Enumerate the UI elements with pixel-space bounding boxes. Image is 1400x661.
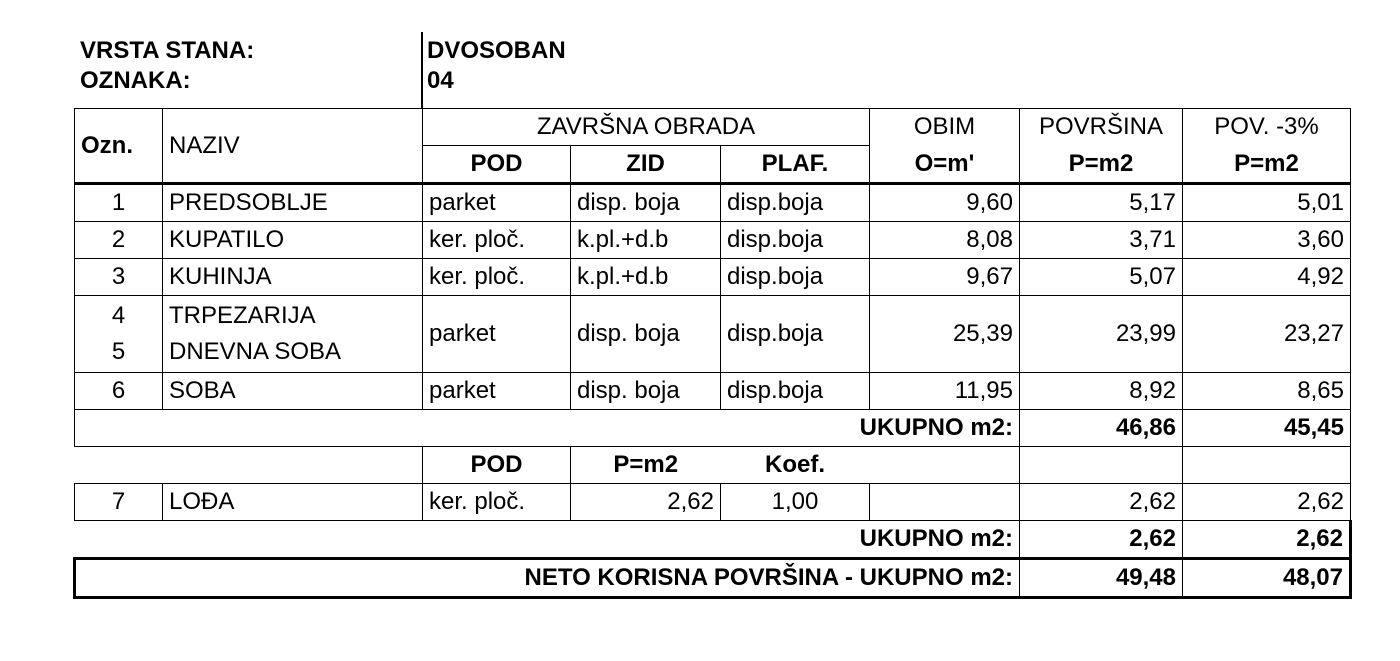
loggia-povrsina: 2,62 [1020, 484, 1183, 521]
room-povrsina: 8,92 [1020, 373, 1183, 410]
room-ozn: 6 [75, 373, 163, 410]
room-obim: 11,95 [870, 373, 1020, 410]
room-pod: parket [423, 373, 571, 410]
room-ozn: 2 [75, 222, 163, 259]
loggia-header-row [75, 447, 1351, 484]
table-row [75, 373, 1351, 410]
room-pod: ker. ploč. [423, 222, 571, 259]
room-ozn: 1 [75, 184, 163, 222]
loggia-col-pod: POD [423, 447, 571, 484]
room-naziv: PREDSOBLJE [163, 184, 423, 222]
room-obim: 9,60 [870, 184, 1020, 222]
col-obim-unit: O=m' [870, 146, 1020, 184]
table-row [75, 259, 1351, 296]
apartment-code-label: OZNAKA: [80, 67, 191, 94]
room-naziv: KUHINJA [163, 259, 423, 296]
room-zid: k.pl.+d.b [571, 259, 721, 296]
room-area-table [73, 108, 1352, 599]
col-plaf: PLAF. [721, 146, 870, 184]
apartment-type-value: DVOSOBAN [427, 37, 566, 64]
table-row [75, 484, 1351, 521]
total-povrsina: 2,62 [1020, 521, 1183, 559]
neto-label: NETO KORISNA POVRŠINA - UKUPNO m2: [75, 559, 1020, 598]
room-pov3: 5,01 [1183, 184, 1351, 222]
room-naziv: SOBA [163, 373, 423, 410]
room-obim: 25,39 [870, 296, 1020, 373]
room-ozn-first: 4 [111, 302, 126, 329]
room-zid: disp. boja [571, 373, 721, 410]
loggia-col-p: P=m2 [613, 451, 679, 478]
col-naziv: NAZIV [163, 109, 423, 184]
room-naziv: KUPATILO [163, 222, 423, 259]
header-labels [80, 36, 254, 96]
col-pod: POD [423, 146, 571, 184]
room-plaf: disp.boja [721, 259, 870, 296]
room-pov3: 3,60 [1183, 222, 1351, 259]
apartment-type-label: VRSTA STANA: [80, 37, 255, 64]
table-header-row [75, 109, 1351, 146]
room-zid: disp. boja [571, 296, 721, 373]
col-ozn: Ozn. [75, 109, 163, 184]
loggia-p: 2,62 [571, 484, 721, 521]
room-povrsina: 5,07 [1020, 259, 1183, 296]
room-naziv [163, 296, 423, 373]
total-pov3: 2,62 [1183, 521, 1351, 559]
room-povrsina: 5,17 [1020, 184, 1183, 222]
header-divider [421, 32, 423, 108]
loggia-naziv: LOĐA [163, 484, 423, 521]
room-zid: k.pl.+d.b [571, 222, 721, 259]
apartment-code-value: 04 [427, 67, 454, 94]
loggia-koef: 1,00 [721, 484, 870, 521]
room-pov3: 4,92 [1183, 259, 1351, 296]
room-naziv-second: DNEVNA SOBA [169, 338, 342, 365]
room-plaf: disp.boja [721, 184, 870, 222]
neto-total-row [75, 559, 1351, 598]
room-pov3: 8,65 [1183, 373, 1351, 410]
loggia-col-koef: Koef. [765, 451, 825, 478]
room-pod: parket [423, 296, 571, 373]
room-pov3: 23,27 [1183, 296, 1351, 373]
room-obim: 8,08 [870, 222, 1020, 259]
table-row [75, 184, 1351, 222]
header-values [427, 36, 566, 96]
room-plaf: disp.boja [721, 296, 870, 373]
col-pov3-unit: P=m2 [1183, 146, 1351, 184]
room-obim: 9,67 [870, 259, 1020, 296]
loggia-pod: ker. ploč. [423, 484, 571, 521]
col-pov3: POV. -3% [1183, 109, 1351, 146]
col-povrsina-unit: P=m2 [1020, 146, 1183, 184]
col-povrsina: POVRŠINA [1020, 109, 1183, 146]
neto-povrsina: 49,48 [1020, 559, 1183, 598]
loggia-pov3: 2,62 [1183, 484, 1351, 521]
table-row [75, 222, 1351, 259]
room-pod: parket [423, 184, 571, 222]
col-obim: OBIM [870, 109, 1020, 146]
room-ozn-second: 5 [111, 338, 126, 365]
room-plaf: disp.boja [721, 222, 870, 259]
total-row [75, 410, 1351, 447]
room-zid: disp. boja [571, 184, 721, 222]
room-pod: ker. ploč. [423, 259, 571, 296]
col-zavrsna-obrada: ZAVRŠNA OBRADA [423, 109, 870, 146]
room-povrsina: 23,99 [1020, 296, 1183, 373]
total-row [75, 521, 1351, 559]
total-povrsina: 46,86 [1020, 410, 1183, 447]
col-zid: ZID [571, 146, 721, 184]
neto-pov3: 48,07 [1183, 559, 1351, 598]
room-ozn: 3 [75, 259, 163, 296]
room-ozn [75, 296, 163, 373]
room-naziv-first: TRPEZARIJA [169, 302, 316, 329]
table-row [75, 296, 1351, 373]
room-povrsina: 3,71 [1020, 222, 1183, 259]
total-label: UKUPNO m2: [75, 410, 1020, 447]
room-plaf: disp.boja [721, 373, 870, 410]
total-label: UKUPNO m2: [75, 521, 1020, 559]
total-pov3: 45,45 [1183, 410, 1351, 447]
loggia-ozn: 7 [75, 484, 163, 521]
